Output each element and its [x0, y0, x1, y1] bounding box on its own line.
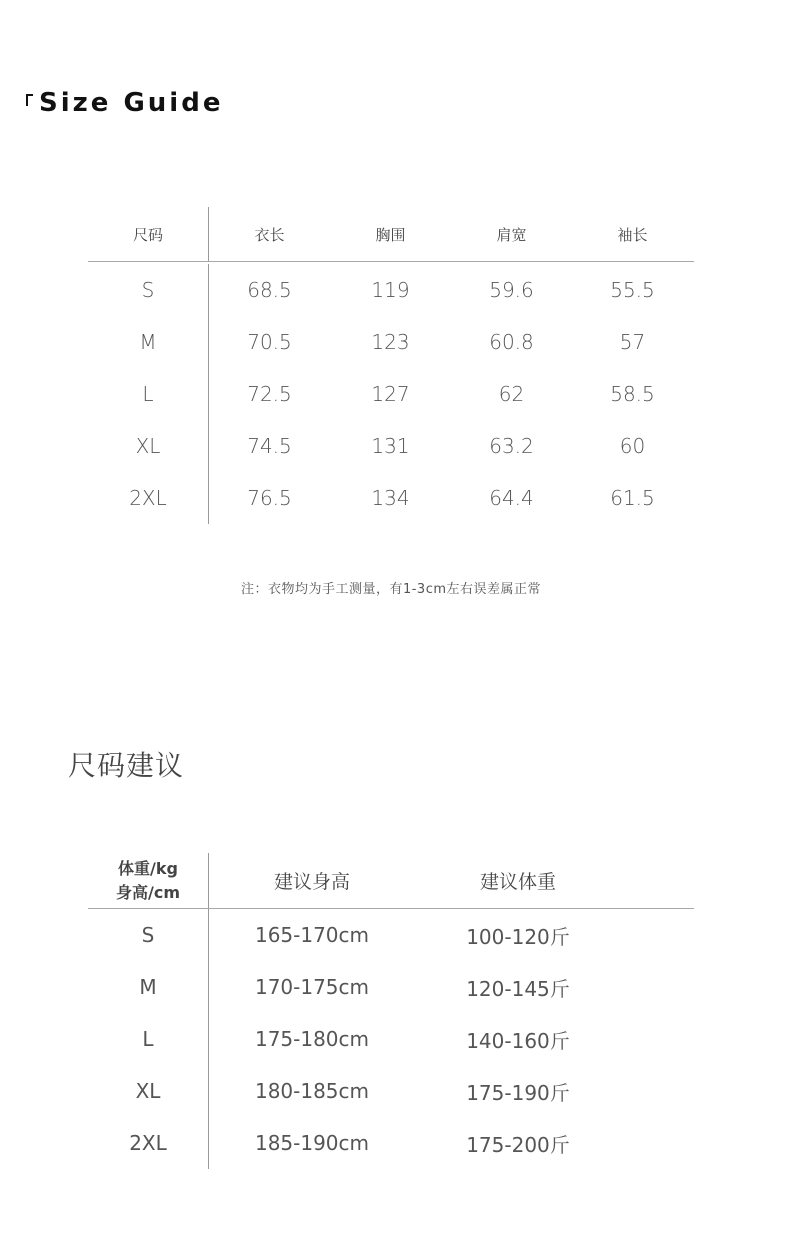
- sleeve-cell: 61.5: [610, 486, 655, 510]
- size-cell: S: [88, 264, 209, 316]
- size-guide-title-text: Size Guide: [39, 88, 224, 118]
- size-advice-header-row: [88, 853, 694, 909]
- length-cell: 76.5: [247, 486, 292, 510]
- table-row: [88, 1117, 694, 1169]
- size-cell: XL: [88, 1065, 209, 1117]
- header-length: 衣长: [254, 225, 285, 244]
- table-row: [88, 909, 694, 961]
- header-shoulder: 肩宽: [496, 225, 527, 244]
- size-cell: S: [88, 909, 209, 961]
- chest-cell: 134: [371, 486, 410, 510]
- weight-cell: 120-145斤: [466, 976, 570, 1001]
- shoulder-cell: 64.4: [489, 486, 534, 510]
- table-row: [88, 1065, 694, 1117]
- shoulder-cell: 60.8: [489, 330, 534, 354]
- chest-cell: 131: [371, 434, 410, 458]
- header-size: 尺码: [88, 207, 209, 261]
- length-cell: 74.5: [247, 434, 292, 458]
- weight-cell: 175-190斤: [466, 1080, 570, 1105]
- size-guide-body: [88, 262, 694, 524]
- chest-cell: 123: [371, 330, 410, 354]
- sleeve-cell: 55.5: [610, 278, 655, 302]
- chest-cell: 119: [371, 278, 410, 302]
- header-weight-label: 体重/kg: [118, 858, 178, 878]
- header-weight-height: [88, 853, 209, 908]
- height-cell: 175-180cm: [254, 1027, 370, 1051]
- shoulder-cell: 59.6: [489, 278, 534, 302]
- size-cell: L: [88, 368, 209, 420]
- height-cell: 180-185cm: [254, 1079, 370, 1103]
- size-cell: L: [88, 1013, 209, 1065]
- measurement-note: 注：衣物均为手工测量，有1-3cm左右误差属正常: [240, 582, 542, 597]
- size-advice-body: [88, 909, 694, 1169]
- shoulder-cell: 62: [498, 382, 525, 406]
- size-advice-title: 尺码建议: [68, 749, 185, 782]
- size-cell: M: [88, 316, 209, 368]
- height-cell: 185-190cm: [254, 1131, 370, 1155]
- header-chest: 胸围: [375, 225, 406, 244]
- header-suggested-weight: 建议体重: [479, 871, 556, 893]
- header-height-label: 身高/cm: [115, 882, 180, 902]
- table-row: [88, 961, 694, 1013]
- table-row: [88, 368, 694, 420]
- size-guide-table: [88, 207, 694, 524]
- size-cell: 2XL: [88, 472, 209, 524]
- table-row: [88, 472, 694, 524]
- weight-cell: 175-200斤: [466, 1132, 570, 1157]
- length-cell: 68.5: [247, 278, 292, 302]
- chest-cell: 127: [371, 382, 410, 406]
- length-cell: 72.5: [247, 382, 292, 406]
- sleeve-cell: 58.5: [610, 382, 655, 406]
- sleeve-cell: 60: [619, 434, 646, 458]
- length-cell: 70.5: [247, 330, 292, 354]
- corner-bracket-icon: [26, 94, 33, 106]
- size-cell: XL: [88, 420, 209, 472]
- table-row: [88, 264, 694, 316]
- header-suggested-height: 建议身高: [273, 871, 350, 893]
- size-cell: 2XL: [88, 1117, 209, 1169]
- header-sleeve: 袖长: [617, 225, 648, 244]
- weight-cell: 140-160斤: [466, 1028, 570, 1053]
- size-cell: M: [88, 961, 209, 1013]
- size-advice-table: [88, 853, 694, 1169]
- table-row: [88, 316, 694, 368]
- weight-cell: 100-120斤: [466, 924, 570, 949]
- table-row: [88, 1013, 694, 1065]
- shoulder-cell: 63.2: [489, 434, 534, 458]
- sleeve-cell: 57: [619, 330, 646, 354]
- table-row: [88, 420, 694, 472]
- size-guide-title: [26, 88, 223, 118]
- height-cell: 170-175cm: [254, 975, 370, 999]
- size-guide-header-row: [88, 207, 694, 262]
- height-cell: 165-170cm: [254, 923, 370, 947]
